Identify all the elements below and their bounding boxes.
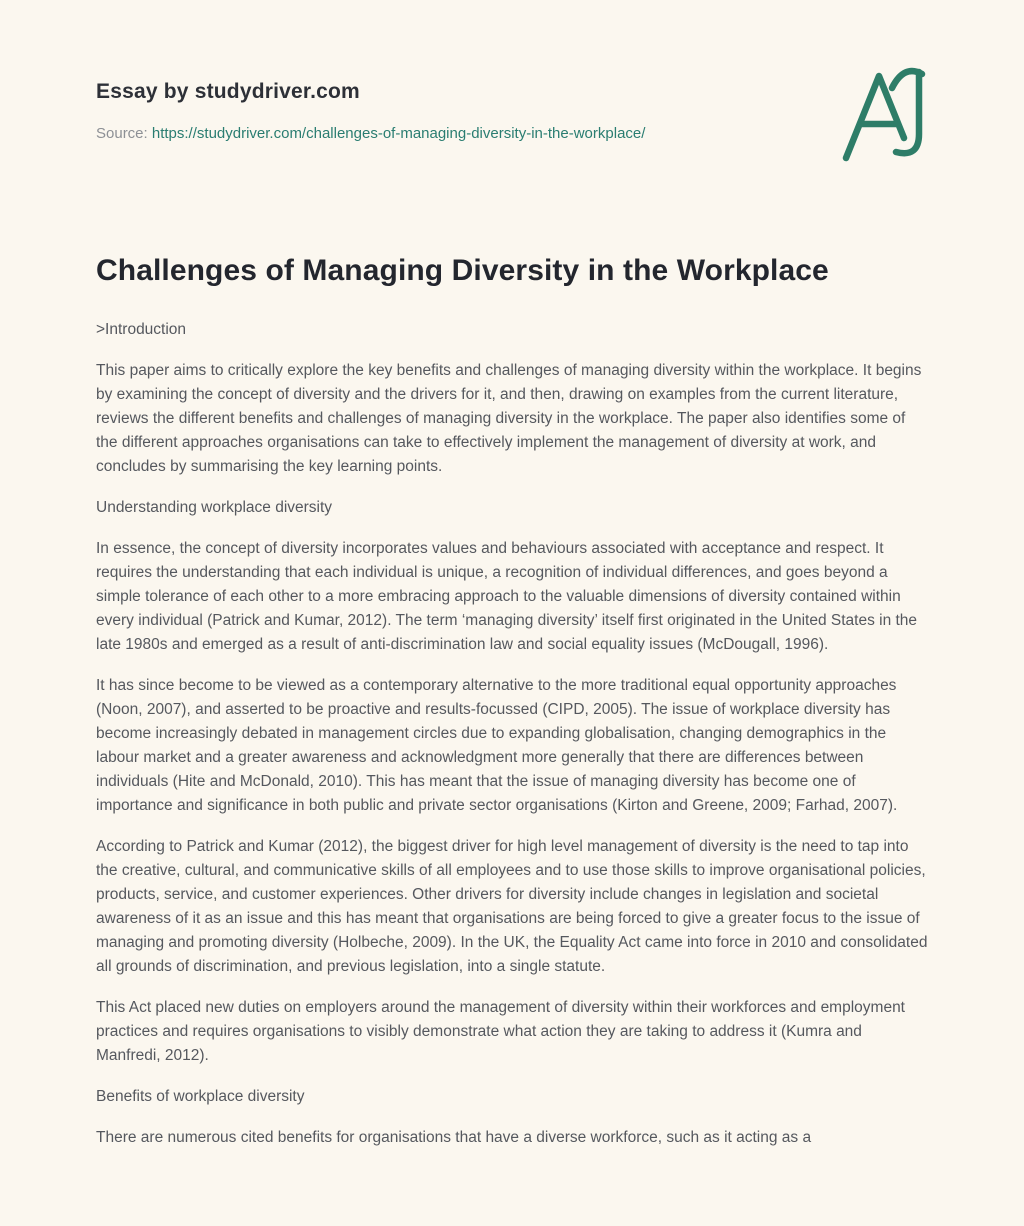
page-title: Challenges of Managing Diversity in the Workplace [96, 254, 829, 287]
paragraph: There are numerous cited benefits for organisations that have a diverse workforce, such as it acting as a [96, 1129, 812, 1146]
essay-byline: Essay by studydriver.com [96, 80, 360, 103]
paragraph: This Act placed new duties on employers around the management of diversity within their workforces and employment practices and requires organisations to visibly demonstrate what action they are taking to address it (Kumra and Manfredi, 2012). [96, 999, 905, 1064]
paragraph: According to Patrick and Kumar (2012), the biggest driver for high level management of diversity is the need to tap into the creative, cultural, and communicative skills of all employees and to use those skills to improve organisational policies, products, service, and customer experiences. Other drivers for diversity include changes in legislation and societal awareness of it as an issue and this has meant that organisations are being forced to give a greater focus to the issue of managing and promoting diversity (Holbeche, 2009). In the UK, the Equality Act came into force in 2010 and consolidated all grounds of discrimination, and previous legislation, into a single statute. [96, 838, 928, 975]
studydriver-logo [834, 62, 938, 162]
paragraph: This paper aims to critically explore the key benefits and challenges of managing diversity within the workplace. It begins by examining the concept of diversity and the drivers for it, and then, drawing on examples from the current literature, reviews the different benefits and challenges of managing diversity in the workplace. The paper also identifies some of the different approaches organisations can take to effectively implement the management of diversity at work, and concludes by summarising the key learning points. [96, 362, 922, 475]
article-body [96, 318, 928, 1150]
source-url-link[interactable]: https://studydriver.com/challenges-of-managing-diversity-in-the-workplace/ [151, 125, 646, 142]
logo-j-stem [896, 72, 919, 153]
subheading: >Introduction [96, 321, 187, 338]
paragraph: In essence, the concept of diversity incorporates values and behaviours associated with acceptance and respect. It requires the understanding that each individual is unique, a recognition of individual differences, and goes beyond a simple tolerance of each other to a more embracing approach to the valuable dimensions of diversity contained within every individual (Patrick and Kumar, 2012). The term ‘managing diversity’ itself first originated in the United States in the late 1980s and emerged as a result of anti-discrimination law and social equality issues (McDougall, 1996). [96, 540, 918, 653]
source-line [96, 125, 928, 142]
subheading: Understanding workplace diversity [96, 499, 333, 516]
source-label: Source: [96, 125, 148, 142]
paragraph: It has since become to be viewed as a contemporary alternative to the more traditional equal opportunity approaches (Noon, 2007), and asserted to be proactive and results-focussed (CIPD, 2005). The issue of workplace diversity has become increasingly debated in management circles due to expanding globalisation, changing demographics in the labour market and a greater awareness and acknowledgment more generally that there are differences between individuals (Hite and McDonald, 2010). This has meant that the issue of managing diversity has become one of importance and significance in both public and private sector organisations (Kirton and Greene, 2009; Farhad, 2007). [96, 677, 898, 814]
subheading: Benefits of workplace diversity [96, 1088, 305, 1105]
